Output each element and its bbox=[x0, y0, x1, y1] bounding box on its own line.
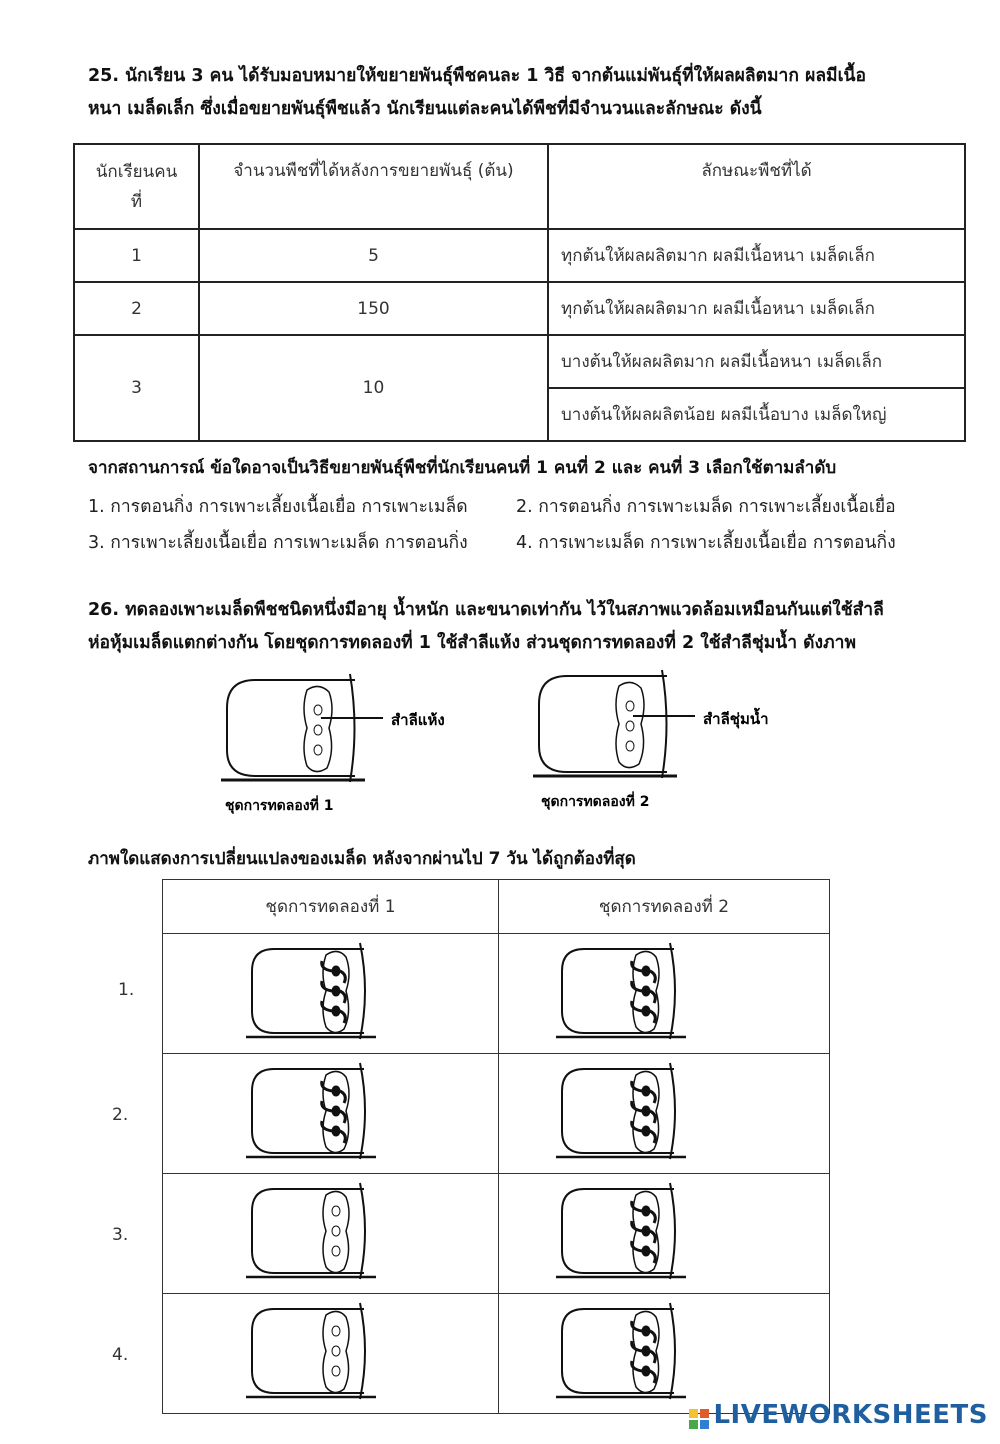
header-traits: ลักษณะพืชที่ได้ bbox=[548, 144, 965, 229]
jar-choice-4-set-2 bbox=[556, 1303, 686, 1399]
label-wet-cotton: สำลีชุ่มน้ำ bbox=[703, 710, 769, 728]
q25-option-3[interactable]: 3. การเพาะเลี้ยงเนื้อเยื่อ การเพาะเมล็ด การตอนกิ่ง bbox=[88, 533, 468, 553]
q26-line2: ห่อหุ้มเมล็ดแตกต่างกัน โดยชุดการทดลองที่ 1 ใช้สำลีแห้ง ส่วนชุดการทดลองที่ 2 ใช้สำลีชุ่มน้ำ ดังภาพ bbox=[88, 633, 856, 653]
brand-icon bbox=[689, 1406, 709, 1426]
choice-label-4: 4. bbox=[112, 1345, 129, 1365]
header-set-1: ชุดการทดลองที่ 1 bbox=[163, 880, 499, 934]
jar-choice-4-set-1 bbox=[246, 1303, 376, 1399]
setup-figure bbox=[215, 668, 805, 828]
row1-student: 1 bbox=[74, 229, 199, 282]
q25-line1: 25. นักเรียน 3 คน ได้รับมอบหมายให้ขยายพันธุ์พืชคนละ 1 วิธี จากต้นแม่พันธุ์ที่ให้ผลผลิตมาก ผลมีเนื้อ bbox=[88, 66, 867, 86]
row2-student: 2 bbox=[74, 282, 199, 335]
q25-table bbox=[73, 143, 966, 442]
jar-choice-2-set-1 bbox=[246, 1063, 376, 1159]
jar-choice-3-set-2 bbox=[556, 1183, 686, 1279]
header-count: จำนวนพืชที่ได้หลังการขยายพันธุ์ (ต้น) bbox=[199, 144, 548, 229]
brand-logo bbox=[689, 1400, 988, 1430]
header-student-text: นักเรียนคน ที่ bbox=[95, 162, 178, 212]
caption-set-2: ชุดการทดลองที่ 2 bbox=[541, 794, 650, 810]
choice-label-3: 3. bbox=[112, 1225, 129, 1245]
choice-jars bbox=[162, 933, 832, 1413]
header-set-2: ชุดการทดลองที่ 2 bbox=[499, 880, 830, 934]
header-student bbox=[74, 144, 199, 229]
row3-student: 3 bbox=[74, 335, 199, 441]
row2-traits: ทุกต้นให้ผลผลิตมาก ผลมีเนื้อหนา เมล็ดเล็ก bbox=[548, 282, 965, 335]
row2-count: 150 bbox=[199, 282, 548, 335]
row3-traits-b: บางต้นให้ผลผลิตน้อย ผลมีเนื้อบาง เมล็ดใหญ่ bbox=[548, 388, 965, 441]
q25-option-4[interactable]: 4. การเพาะเมล็ด การเพาะเลี้ยงเนื้อเยื่อ การตอนกิ่ง bbox=[516, 533, 896, 553]
q25-line2: หนา เมล็ดเล็ก ซึ่งเมื่อขยายพันธุ์พืชแล้ว นักเรียนแต่ละคนได้พืชที่มีจำนวนและลักษณะ ดังนี้ bbox=[88, 99, 762, 119]
choice-label-2: 2. bbox=[112, 1105, 129, 1125]
jar-choice-2-set-2 bbox=[556, 1063, 686, 1159]
row3-traits-a: บางต้นให้ผลผลิตมาก ผลมีเนื้อหนา เมล็ดเล็ก bbox=[548, 335, 965, 388]
q25-question: จากสถานการณ์ ข้อใดอาจเป็นวิธีขยายพันธุ์พืชที่นักเรียนคนที่ 1 คนที่ 2 และ คนที่ 3 เลือกใช้ตามลำดับ bbox=[88, 458, 837, 478]
jar-choice-3-set-1 bbox=[246, 1183, 376, 1279]
row1-count: 5 bbox=[199, 229, 548, 282]
q26-question: ภาพใดแสดงการเปลี่ยนแปลงของเมล็ด หลังจากผ่านไป 7 วัน ได้ถูกต้องที่สุด bbox=[88, 849, 636, 869]
q26-line1: 26. ทดลองเพาะเมล็ดพืชชนิดหนึ่งมีอายุ น้ำหนัก และขนาดเท่ากัน ไว้ในสภาพแวดล้อมเหมือนกันแต่ใช้สำลี bbox=[88, 600, 884, 620]
label-dry-cotton: สำลีแห้ง bbox=[391, 711, 445, 729]
choice-label-1: 1. bbox=[118, 980, 135, 1000]
jar-choice-1-set-2 bbox=[556, 943, 686, 1039]
jar-setup-1 bbox=[221, 674, 383, 782]
jar-choice-1-set-1 bbox=[246, 943, 376, 1039]
brand-text: LIVEWORKSHEETS bbox=[713, 1400, 988, 1430]
row1-traits: ทุกต้นให้ผลผลิตมาก ผลมีเนื้อหนา เมล็ดเล็ก bbox=[548, 229, 965, 282]
row3-count: 10 bbox=[199, 335, 548, 441]
q25-option-2[interactable]: 2. การตอนกิ่ง การเพาะเมล็ด การเพาะเลี้ยงเนื้อเยื่อ bbox=[516, 497, 896, 517]
q25-option-1[interactable]: 1. การตอนกิ่ง การเพาะเลี้ยงเนื้อเยื่อ การเพาะเมล็ด bbox=[88, 497, 468, 517]
caption-set-1: ชุดการทดลองที่ 1 bbox=[225, 798, 334, 814]
jar-setup-2 bbox=[533, 670, 695, 778]
